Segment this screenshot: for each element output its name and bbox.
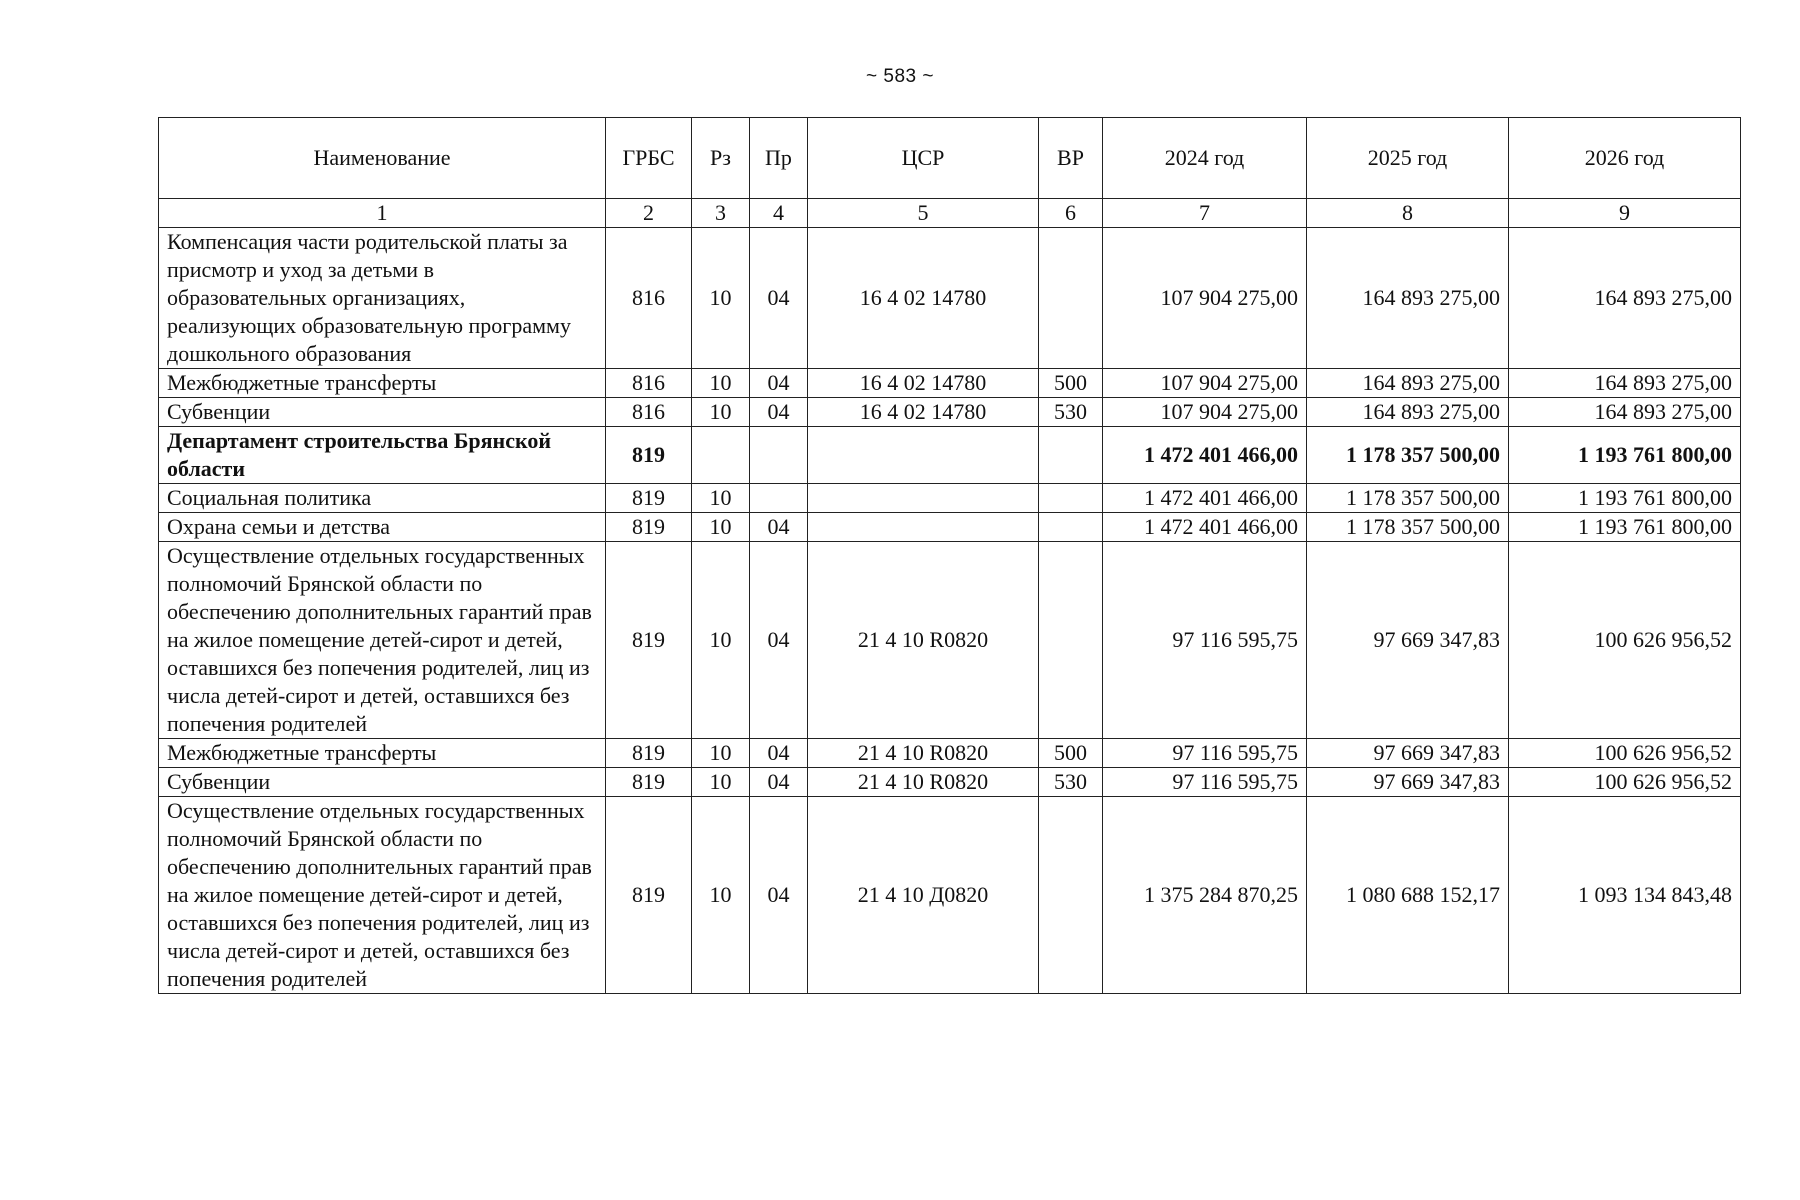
table-row: [159, 513, 1741, 542]
header-vr: ВР: [1039, 118, 1103, 199]
cell-2025: 1 178 357 500,00: [1307, 427, 1509, 484]
cell-2026: 1 093 134 843,48: [1509, 797, 1741, 994]
cell-2026: 164 893 275,00: [1509, 398, 1741, 427]
cell-grbs: 819: [606, 739, 692, 768]
cell-2024: 97 116 595,75: [1103, 768, 1307, 797]
cell-vr: [1039, 513, 1103, 542]
cell-rz: 10: [692, 484, 750, 513]
cell-2026: 100 626 956,52: [1509, 542, 1741, 739]
header-csr: ЦСР: [808, 118, 1039, 199]
cell-pr: 04: [750, 513, 808, 542]
cell-rz: [692, 427, 750, 484]
table-row: [159, 369, 1741, 398]
header-name: Наименование: [159, 118, 606, 199]
cell-vr: [1039, 427, 1103, 484]
header-2026: 2026 год: [1509, 118, 1741, 199]
cell-2025: 164 893 275,00: [1307, 228, 1509, 369]
header-pr: Пр: [750, 118, 808, 199]
cell-2026: 1 193 761 800,00: [1509, 484, 1741, 513]
table-header-row: [159, 118, 1741, 199]
cell-csr: 16 4 02 14780: [808, 369, 1039, 398]
cell-grbs: 819: [606, 513, 692, 542]
cell-name: Субвенции: [159, 768, 606, 797]
cell-name: Межбюджетные трансферты: [159, 739, 606, 768]
cell-pr: [750, 427, 808, 484]
cell-2025: 1 080 688 152,17: [1307, 797, 1509, 994]
column-number: 6: [1039, 199, 1103, 228]
cell-vr: [1039, 228, 1103, 369]
cell-csr: [808, 513, 1039, 542]
table-row: [159, 797, 1741, 994]
cell-2024: 1 375 284 870,25: [1103, 797, 1307, 994]
cell-2026: 1 193 761 800,00: [1509, 513, 1741, 542]
cell-csr: 16 4 02 14780: [808, 228, 1039, 369]
cell-2026: 100 626 956,52: [1509, 768, 1741, 797]
column-number: 4: [750, 199, 808, 228]
cell-2026: 164 893 275,00: [1509, 369, 1741, 398]
cell-2025: 97 669 347,83: [1307, 739, 1509, 768]
table-row: [159, 228, 1741, 369]
cell-name: Социальная политика: [159, 484, 606, 513]
column-number: 1: [159, 199, 606, 228]
cell-2024: 107 904 275,00: [1103, 369, 1307, 398]
cell-grbs: 819: [606, 542, 692, 739]
table-row: [159, 739, 1741, 768]
header-2024: 2024 год: [1103, 118, 1307, 199]
cell-name: Осуществление отдельных государственных полномочий Брянской области по обеспечению дополнительных гарантий прав на жилое помещение детей-сирот и детей, оставшихся без попечения родителей, лиц из числа детей-сирот и детей, оставшихся без попечения родителей: [159, 797, 606, 994]
cell-csr: 16 4 02 14780: [808, 398, 1039, 427]
cell-name: Департамент строительства Брянской области: [159, 427, 606, 484]
cell-name: Осуществление отдельных государственных полномочий Брянской области по обеспечению дополнительных гарантий прав на жилое помещение детей-сирот и детей, оставшихся без попечения родителей, лиц из числа детей-сирот и детей, оставшихся без попечения родителей: [159, 542, 606, 739]
cell-2024: 107 904 275,00: [1103, 398, 1307, 427]
cell-csr: 21 4 10 R0820: [808, 739, 1039, 768]
column-number-row: [159, 199, 1741, 228]
cell-2025: 164 893 275,00: [1307, 398, 1509, 427]
cell-vr: [1039, 542, 1103, 739]
cell-2025: 1 178 357 500,00: [1307, 513, 1509, 542]
cell-csr: [808, 427, 1039, 484]
cell-pr: 04: [750, 768, 808, 797]
cell-vr: 500: [1039, 739, 1103, 768]
cell-vr: 530: [1039, 398, 1103, 427]
cell-2025: 164 893 275,00: [1307, 369, 1509, 398]
cell-vr: [1039, 797, 1103, 994]
header-grbs: ГРБС: [606, 118, 692, 199]
cell-pr: 04: [750, 542, 808, 739]
cell-rz: 10: [692, 513, 750, 542]
table-row: [159, 542, 1741, 739]
cell-2025: 97 669 347,83: [1307, 542, 1509, 739]
cell-csr: 21 4 10 R0820: [808, 542, 1039, 739]
cell-csr: 21 4 10 Д0820: [808, 797, 1039, 994]
cell-grbs: 819: [606, 427, 692, 484]
column-number: 5: [808, 199, 1039, 228]
cell-grbs: 819: [606, 768, 692, 797]
cell-rz: 10: [692, 739, 750, 768]
cell-vr: 530: [1039, 768, 1103, 797]
cell-grbs: 816: [606, 228, 692, 369]
cell-2024: 107 904 275,00: [1103, 228, 1307, 369]
cell-2026: 100 626 956,52: [1509, 739, 1741, 768]
column-number: 3: [692, 199, 750, 228]
table-row: [159, 768, 1741, 797]
cell-rz: 10: [692, 228, 750, 369]
cell-pr: 04: [750, 739, 808, 768]
column-number: 9: [1509, 199, 1741, 228]
cell-pr: 04: [750, 228, 808, 369]
cell-2024: 1 472 401 466,00: [1103, 427, 1307, 484]
cell-grbs: 819: [606, 484, 692, 513]
cell-name: Субвенции: [159, 398, 606, 427]
cell-name: Охрана семьи и детства: [159, 513, 606, 542]
cell-2024: 1 472 401 466,00: [1103, 513, 1307, 542]
cell-2024: 97 116 595,75: [1103, 542, 1307, 739]
column-number: 8: [1307, 199, 1509, 228]
cell-pr: 04: [750, 369, 808, 398]
cell-2025: 1 178 357 500,00: [1307, 484, 1509, 513]
table-row: [159, 484, 1741, 513]
cell-rz: 10: [692, 797, 750, 994]
cell-rz: 10: [692, 398, 750, 427]
cell-rz: 10: [692, 542, 750, 739]
cell-grbs: 816: [606, 369, 692, 398]
column-number: 7: [1103, 199, 1307, 228]
table-row: [159, 427, 1741, 484]
budget-table: [158, 117, 1741, 994]
table-row: [159, 398, 1741, 427]
page-number: ~ 583 ~: [866, 66, 934, 87]
cell-name: Компенсация части родительской платы за присмотр и уход за детьми в образовательных организациях, реализующих образовательную программу дошкольного образования: [159, 228, 606, 369]
cell-vr: [1039, 484, 1103, 513]
cell-pr: [750, 484, 808, 513]
cell-csr: 21 4 10 R0820: [808, 768, 1039, 797]
cell-grbs: 816: [606, 398, 692, 427]
cell-rz: 10: [692, 369, 750, 398]
cell-2024: 1 472 401 466,00: [1103, 484, 1307, 513]
header-rz: Рз: [692, 118, 750, 199]
cell-vr: 500: [1039, 369, 1103, 398]
header-2025: 2025 год: [1307, 118, 1509, 199]
cell-2026: 164 893 275,00: [1509, 228, 1741, 369]
column-number: 2: [606, 199, 692, 228]
cell-name: Межбюджетные трансферты: [159, 369, 606, 398]
cell-grbs: 819: [606, 797, 692, 994]
cell-pr: 04: [750, 797, 808, 994]
cell-2025: 97 669 347,83: [1307, 768, 1509, 797]
cell-rz: 10: [692, 768, 750, 797]
cell-2026: 1 193 761 800,00: [1509, 427, 1741, 484]
cell-csr: [808, 484, 1039, 513]
cell-2024: 97 116 595,75: [1103, 739, 1307, 768]
cell-pr: 04: [750, 398, 808, 427]
